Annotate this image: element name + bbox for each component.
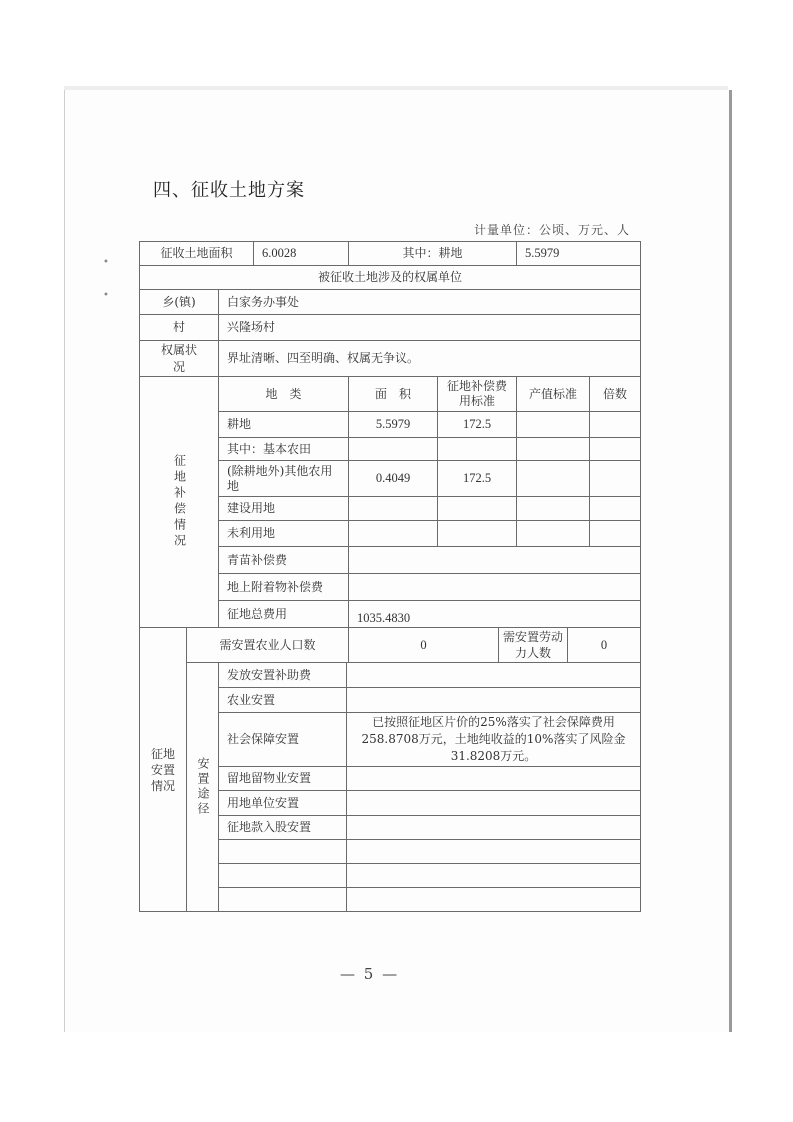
ownership-section-title: 被征收土地涉及的权属单位 xyxy=(317,270,462,284)
labor-label: 需安置劳动力人数 xyxy=(503,630,564,660)
scan-mark: • xyxy=(103,257,109,268)
area-value: 6.0028 xyxy=(262,246,297,260)
young-crops-label: 青苗补偿费 xyxy=(227,552,288,567)
among-label: 其中：耕地 xyxy=(402,246,463,260)
scan-mark: • xyxy=(103,290,109,301)
village-label: 村 xyxy=(172,320,185,334)
standard-cell: 172.5 xyxy=(462,417,492,431)
page-heading: 四、征收土地方案 xyxy=(153,180,305,201)
compensation-section-label: 征地补偿情况 xyxy=(172,454,187,550)
town-label: 乡(镇) xyxy=(162,294,196,309)
total-label: 征地总费用 xyxy=(227,606,288,621)
labor-value: 0 xyxy=(600,637,608,652)
area-label: 征收土地面积 xyxy=(160,246,233,260)
method-item-label: 社会保障安置 xyxy=(227,732,300,746)
method-label: 安置途径 xyxy=(196,757,210,817)
area-cell: 5.5979 xyxy=(375,417,411,431)
standard-cell: 172.5 xyxy=(462,471,492,485)
resettlement-section-label: 征地安置情况 xyxy=(150,746,175,793)
header-output: 产值标准 xyxy=(528,386,577,401)
among-value: 5.5979 xyxy=(525,246,560,260)
attachments-label: 地上附着物补偿费 xyxy=(227,579,324,594)
method-item-label: 留地留物业安置 xyxy=(227,771,312,785)
land-type-cell: 耕地 xyxy=(227,417,252,431)
method-item-label: 征地款入股安置 xyxy=(227,820,312,834)
land-type-cell: (除耕地外)其他农用地 xyxy=(227,463,333,493)
unit-note: 计量单位：公顷、万元、人 xyxy=(474,223,631,237)
social-security-detail: 已按照征地区片价的25%落实了社会保障费用258.8708万元，土地纯收益的10%落实了风险金31.8208万元。 xyxy=(361,715,626,763)
town-value: 白家务办事处 xyxy=(227,294,300,309)
total-value: 1035.4830 xyxy=(357,610,411,625)
method-item-label: 农业安置 xyxy=(227,692,276,707)
header-area: 面 积 xyxy=(374,386,411,401)
land-type-cell: 未利用地 xyxy=(227,526,276,540)
village-value: 兴隆场村 xyxy=(227,320,276,334)
status-label: 权属状况 xyxy=(160,342,197,374)
header-multiple: 倍数 xyxy=(602,386,627,401)
header-standard: 征地补偿费用标准 xyxy=(446,379,507,408)
method-item-label: 用地单位安置 xyxy=(227,795,300,810)
area-cell: 0.4049 xyxy=(375,471,411,485)
ag-pop-value: 0 xyxy=(420,637,427,652)
land-type-cell: 建设用地 xyxy=(227,501,276,515)
status-value: 界址清晰、四至明确、权属无争议。 xyxy=(227,351,420,365)
ag-pop-label: 需安置农业人口数 xyxy=(219,637,316,652)
header-land-type: 地 类 xyxy=(265,386,302,401)
page-number: — 5 — xyxy=(340,965,400,983)
land-type-cell: 其中：基本农田 xyxy=(227,441,312,456)
method-item-label: 发放安置补助费 xyxy=(227,667,312,682)
